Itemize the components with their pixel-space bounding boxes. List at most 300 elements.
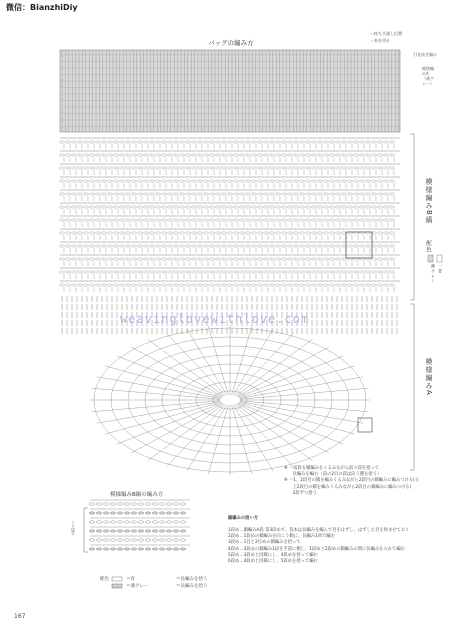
chain-mark	[228, 154, 233, 156]
chain-mark	[66, 219, 71, 221]
chain-mark	[360, 284, 365, 286]
legend-bottom-marks	[176, 576, 208, 590]
chain-mark	[384, 154, 389, 156]
chain-mark	[180, 141, 185, 143]
chain-mark	[282, 154, 287, 156]
chain-mark	[384, 245, 389, 247]
chain-mark	[150, 232, 155, 234]
chain-mark	[378, 245, 383, 247]
small-chain	[173, 503, 179, 505]
legend-swatch-grey	[112, 584, 122, 588]
chain-mark	[114, 193, 119, 195]
chain-mark	[216, 141, 221, 143]
small-chain	[166, 521, 172, 523]
round-spoke	[237, 347, 329, 396]
chain-mark	[252, 271, 257, 273]
chain-mark	[78, 141, 83, 143]
chain-mark	[162, 271, 167, 273]
chain-mark	[150, 245, 155, 247]
chain-mark	[342, 154, 347, 156]
chain-mark	[186, 193, 191, 195]
chain-mark	[234, 258, 239, 260]
chain-mark	[222, 154, 227, 156]
chain-mark	[300, 141, 305, 143]
chain-mark	[216, 258, 221, 260]
chain-mark	[144, 206, 149, 208]
chain-mark	[180, 167, 185, 169]
chain-mark	[180, 193, 185, 195]
chain-mark	[144, 141, 149, 143]
legend-bottom-label: 配色	[100, 577, 109, 582]
chain-mark	[234, 193, 239, 195]
chain-mark	[288, 154, 293, 156]
chain-mark	[222, 141, 227, 143]
chain-mark	[288, 245, 293, 247]
small-chain	[159, 539, 165, 541]
chain-mark	[348, 167, 353, 169]
chain-mark	[210, 258, 215, 260]
chain-mark	[246, 245, 251, 247]
chain-mark	[288, 284, 293, 286]
chain-mark	[192, 284, 197, 286]
chain-mark	[276, 180, 281, 182]
chain-mark	[96, 193, 101, 195]
chain-mark	[186, 258, 191, 260]
chain-mark	[252, 154, 257, 156]
chain-mark	[90, 206, 95, 208]
chain-mark	[312, 271, 317, 273]
chain-mark	[192, 193, 197, 195]
chain-mark	[96, 284, 101, 286]
chain-mark	[108, 180, 113, 182]
chain-mark	[390, 180, 395, 182]
small-chain	[166, 512, 172, 514]
chain-mark	[168, 219, 173, 221]
chain-mark	[126, 167, 131, 169]
chain-mark	[288, 271, 293, 273]
chain-mark	[156, 245, 161, 247]
chain-mark	[198, 271, 203, 273]
legend-top-item: ＝持ち手通し位置	[370, 31, 402, 36]
chain-mark	[156, 271, 161, 273]
chain-mark	[198, 206, 203, 208]
chain-mark	[258, 180, 263, 182]
chain-mark	[162, 180, 167, 182]
chain-mark	[276, 193, 281, 195]
chain-mark	[294, 232, 299, 234]
chain-mark	[192, 219, 197, 221]
chain-mark	[102, 180, 107, 182]
chain-mark	[132, 206, 137, 208]
chain-mark	[246, 258, 251, 260]
chain-mark	[72, 245, 77, 247]
chain-mark	[150, 284, 155, 286]
chain-mark	[366, 180, 371, 182]
chain-mark	[300, 193, 305, 195]
chain-mark	[138, 154, 143, 156]
chain-mark	[102, 141, 107, 143]
chain-mark	[210, 206, 215, 208]
chain-mark	[258, 141, 263, 143]
chain-mark	[390, 258, 395, 260]
small-chain	[145, 530, 151, 532]
chain-mark	[108, 141, 113, 143]
chain-mark	[378, 271, 383, 273]
chain-mark	[90, 258, 95, 260]
chain-mark	[156, 219, 161, 221]
chain-mark	[84, 154, 89, 156]
round-spoke	[117, 356, 222, 397]
chain-mark	[264, 284, 269, 286]
round-spoke	[235, 404, 294, 466]
chain-mark	[108, 271, 113, 273]
chain-mark	[90, 219, 95, 221]
chain-mark	[306, 193, 311, 195]
chain-mark	[360, 193, 365, 195]
chain-mark	[336, 245, 341, 247]
chain-mark	[90, 271, 95, 273]
chain-mark	[264, 141, 269, 143]
chain-mark	[96, 245, 101, 247]
chain-mark	[60, 141, 65, 143]
chain-mark	[360, 141, 365, 143]
repeat-box-small	[358, 418, 372, 432]
small-chain	[145, 512, 151, 514]
chain-mark	[126, 284, 131, 286]
chain-mark	[360, 245, 365, 247]
chain-mark	[180, 180, 185, 182]
chain-mark	[258, 219, 263, 221]
chain-mark	[372, 154, 377, 156]
chain-mark	[294, 180, 299, 182]
instructions	[228, 528, 438, 565]
chain-mark	[270, 193, 275, 195]
chain-mark	[102, 206, 107, 208]
chain-mark	[210, 141, 215, 143]
chain-mark	[180, 271, 185, 273]
small-chain	[131, 548, 137, 550]
chain-mark	[318, 219, 323, 221]
page-number: 167	[14, 613, 26, 620]
chain-mark	[390, 232, 395, 234]
chain-mark	[306, 180, 311, 182]
small-chain	[117, 512, 123, 514]
small-chain	[152, 548, 158, 550]
chain-mark	[390, 141, 395, 143]
chain-mark	[282, 141, 287, 143]
chain-mark	[174, 154, 179, 156]
small-chain	[96, 530, 102, 532]
chain-mark	[144, 193, 149, 195]
round-spoke	[238, 356, 343, 397]
chain-mark	[378, 219, 383, 221]
legend-bottom-mark: ＝長編みを拾う	[176, 577, 208, 582]
pattern-b-rows	[60, 138, 400, 292]
chain-mark	[126, 180, 131, 182]
chain-mark	[132, 258, 137, 260]
chain-mark	[282, 245, 287, 247]
chain-mark	[330, 232, 335, 234]
chain-mark	[324, 180, 329, 182]
chain-mark	[72, 258, 77, 260]
chain-mark	[318, 245, 323, 247]
chain-mark	[198, 245, 203, 247]
chain-mark	[126, 232, 131, 234]
round-spoke	[240, 402, 364, 424]
chain-mark	[216, 154, 221, 156]
chain-mark	[138, 219, 143, 221]
chain-mark	[288, 180, 293, 182]
chain-mark	[84, 141, 89, 143]
small-chain	[124, 521, 130, 523]
chain-mark	[138, 167, 143, 169]
round-spoke	[97, 402, 221, 424]
chain-mark	[186, 284, 191, 286]
chain-mark	[144, 154, 149, 156]
chain-mark	[270, 271, 275, 273]
chain-mark	[300, 154, 305, 156]
chain-mark	[390, 167, 395, 169]
chain-mark	[114, 284, 119, 286]
chain-mark	[336, 219, 341, 221]
chain-mark	[282, 271, 287, 273]
chain-mark	[294, 284, 299, 286]
chain-mark	[288, 219, 293, 221]
chain-mark	[138, 232, 143, 234]
chain-mark	[390, 219, 395, 221]
chain-mark	[156, 193, 161, 195]
label-color-grey: 薄グレー	[431, 264, 436, 284]
chain-mark	[372, 271, 377, 273]
chain-mark	[84, 219, 89, 221]
chain-mark	[390, 154, 395, 156]
chain-mark	[72, 141, 77, 143]
chain-mark	[174, 167, 179, 169]
chain-mark	[132, 219, 137, 221]
instruction-line: 3段め…1目と2目めの鎖編みを拾って	[228, 540, 301, 546]
round-spoke	[187, 329, 227, 396]
chain-mark	[66, 141, 71, 143]
chain-mark	[246, 141, 251, 143]
chain-mark	[192, 180, 197, 182]
round-spoke	[208, 405, 228, 474]
round-spoke	[148, 404, 224, 461]
small-chain	[173, 539, 179, 541]
chain-mark	[336, 206, 341, 208]
chain-mark	[264, 154, 269, 156]
chain-mark	[66, 193, 71, 195]
small-chain	[152, 521, 158, 523]
chain-mark	[84, 206, 89, 208]
chain-mark	[156, 180, 161, 182]
chain-mark	[78, 180, 83, 182]
chain-mark	[222, 167, 227, 169]
chain-mark	[138, 245, 143, 247]
chain-mark	[174, 206, 179, 208]
chain-mark	[384, 206, 389, 208]
chain-mark	[324, 284, 329, 286]
chain-mark	[246, 180, 251, 182]
chart-title: バッグの編み方	[208, 39, 254, 47]
small-chain	[138, 521, 144, 523]
chain-mark	[204, 232, 209, 234]
chain-mark	[264, 232, 269, 234]
chain-mark	[300, 258, 305, 260]
chain-mark	[282, 206, 287, 208]
chain-mark	[312, 154, 317, 156]
chain-mark	[192, 245, 197, 247]
chain-mark	[234, 180, 239, 182]
chain-mark	[72, 154, 77, 156]
chain-mark	[204, 193, 209, 195]
small-chain	[131, 530, 137, 532]
chain-mark	[222, 284, 227, 286]
chain-mark	[78, 245, 83, 247]
chain-mark	[390, 206, 395, 208]
small-chain	[180, 503, 186, 505]
chain-mark	[360, 180, 365, 182]
small-chain	[96, 503, 102, 505]
color-swatch-white	[437, 255, 442, 262]
chain-mark	[384, 232, 389, 234]
chain-mark	[126, 206, 131, 208]
chain-mark	[270, 258, 275, 260]
chain-mark	[210, 180, 215, 182]
chain-mark	[132, 271, 137, 273]
label-color: 配色	[425, 240, 431, 253]
chain-mark	[330, 193, 335, 195]
chain-mark	[126, 271, 131, 273]
chain-mark	[228, 167, 233, 169]
chain-mark	[216, 232, 221, 234]
legend-bottom-items	[126, 576, 149, 590]
chain-mark	[204, 245, 209, 247]
chain-mark	[324, 193, 329, 195]
chain-mark	[60, 193, 65, 195]
chain-mark	[354, 206, 359, 208]
chain-mark	[336, 284, 341, 286]
chain-mark	[162, 219, 167, 221]
chain-mark	[162, 245, 167, 247]
chain-mark	[270, 154, 275, 156]
chain-mark	[336, 154, 341, 156]
chain-mark	[246, 271, 251, 273]
chain-mark	[156, 232, 161, 234]
chain-mark	[246, 206, 251, 208]
chain-mark	[246, 154, 251, 156]
chain-mark	[366, 219, 371, 221]
chain-mark	[144, 284, 149, 286]
chain-mark	[72, 271, 77, 273]
legend-bottom	[100, 576, 109, 583]
small-chain	[124, 548, 130, 550]
chain-mark	[216, 219, 221, 221]
chain-mark	[258, 284, 263, 286]
chain-mark	[384, 284, 389, 286]
chain-mark	[288, 258, 293, 260]
chain-mark	[240, 232, 245, 234]
chain-mark	[66, 271, 71, 273]
chain-mark	[210, 232, 215, 234]
chain-mark	[210, 284, 215, 286]
chain-mark	[306, 154, 311, 156]
chain-mark	[102, 219, 107, 221]
chain-mark	[348, 284, 353, 286]
chain-mark	[324, 258, 329, 260]
chain-mark	[246, 232, 251, 234]
chain-mark	[144, 219, 149, 221]
chain-mark	[78, 232, 83, 234]
chain-mark	[372, 180, 377, 182]
chain-mark	[384, 258, 389, 260]
chain-mark	[174, 271, 179, 273]
instruction-line: 4段め…3段めの鎖編み1段を手前に倒し、1段めと2段めの鎖編みの間に長編みを入れて編む	[228, 546, 405, 552]
chain-mark	[114, 245, 119, 247]
chain-mark	[378, 154, 383, 156]
chain-mark	[186, 219, 191, 221]
chain-mark	[198, 167, 203, 169]
chain-mark	[324, 219, 329, 221]
chain-mark	[114, 232, 119, 234]
round-bottom	[90, 325, 370, 475]
chain-mark	[108, 206, 113, 208]
chain-mark	[318, 232, 323, 234]
chain-mark	[144, 271, 149, 273]
chain-mark	[84, 193, 89, 195]
small-chain	[173, 548, 179, 550]
chain-mark	[168, 245, 173, 247]
chain-mark	[258, 258, 263, 260]
chain-mark	[360, 219, 365, 221]
chain-mark	[354, 193, 359, 195]
label-pattern-b: 模様編みB縞	[425, 178, 433, 224]
chain-mark	[384, 271, 389, 273]
small-chain	[138, 539, 144, 541]
chain-mark	[222, 245, 227, 247]
small-chain	[159, 530, 165, 532]
chain-mark	[60, 167, 65, 169]
chain-mark	[198, 219, 203, 221]
chain-mark	[282, 180, 287, 182]
chain-mark	[252, 219, 257, 221]
chain-mark	[276, 167, 281, 169]
chain-mark	[102, 232, 107, 234]
small-chain	[180, 521, 186, 523]
chain-mark	[234, 219, 239, 221]
chain-mark	[228, 271, 233, 273]
chain-mark	[222, 219, 227, 221]
bracket-b	[410, 134, 414, 300]
chain-mark	[366, 206, 371, 208]
chain-mark	[216, 180, 221, 182]
chain-mark	[258, 154, 263, 156]
small-repeat-bracket	[84, 508, 88, 552]
chain-mark	[186, 206, 191, 208]
chain-mark	[150, 154, 155, 156]
chain-mark	[84, 232, 89, 234]
small-chain	[159, 548, 165, 550]
chain-mark	[306, 219, 311, 221]
chain-mark	[66, 167, 71, 169]
chain-mark	[270, 180, 275, 182]
small-chain	[110, 503, 116, 505]
chain-mark	[156, 154, 161, 156]
chain-mark	[66, 154, 71, 156]
chain-mark	[150, 193, 155, 195]
chain-mark	[288, 193, 293, 195]
small-repeat-label: くり返す	[71, 520, 76, 536]
header-watermark-text: 微信：BianzhiDiy	[6, 3, 78, 12]
